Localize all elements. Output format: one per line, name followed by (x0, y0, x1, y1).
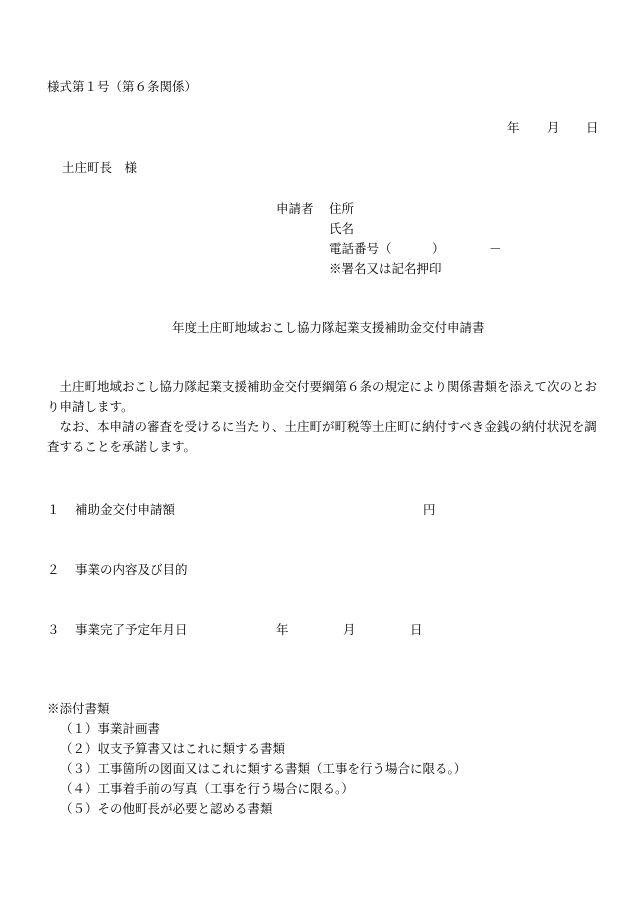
item-3-year: 年 (276, 622, 289, 637)
date-year: 年 (507, 120, 520, 135)
attachment-item-3: （３）工事箇所の図面又はこれに類する書類（工事を行う場合に限る。） (60, 761, 467, 776)
attachment-item-5: （５）その他町長が必要と認める書類 (60, 801, 273, 816)
item-2-number: ２ (47, 562, 60, 577)
attachment-item-2: （２）収支予算書又はこれに類する書類 (60, 741, 286, 756)
item-2-label: 事業の内容及び目的 (75, 562, 188, 577)
item-3-number: ３ (47, 622, 60, 637)
applicant-phone-dash: － (489, 241, 502, 256)
attachment-item-4: （４）工事着手前の写真（工事を行う場合に限る。） (60, 781, 354, 796)
signature-note: ※署名又は記名押印 (329, 261, 442, 276)
applicant-label: 申請者 (276, 201, 314, 216)
item-1-unit: 円 (423, 502, 436, 517)
item-1-label: 補助金交付申請額 (75, 502, 176, 517)
applicant-name: 氏名 (329, 221, 355, 236)
date-day: 日 (586, 120, 599, 135)
body-paragraph-1: 土庄町地域おこし協力隊起業支援補助金交付要綱第６条の規定により関係書類を添えて次のとおり申請します。 (47, 379, 598, 414)
attachments-heading: ※添付書類 (47, 701, 110, 716)
form-number: 様式第１号（第６条関係） (47, 79, 198, 94)
applicant-address: 住所 (329, 201, 355, 216)
applicant-phone-label: 電話番号（ (329, 241, 392, 256)
addressee: 土庄町長 様 (62, 160, 138, 175)
document-title: 年度土庄町地域おこし協力隊起業支援補助金交付申請書 (172, 320, 485, 335)
item-1-number: １ (47, 502, 60, 517)
item-3-month: 月 (343, 622, 356, 637)
applicant-phone-close: ） (432, 241, 445, 256)
body-paragraph-2: なお、本申請の審査を受けるに当たり、土庄町が町税等土庄町に納付すべき金銭の納付状況を調査することを承諾します。 (47, 419, 597, 454)
attachment-item-1: （１）事業計画書 (60, 721, 161, 736)
item-3-day: 日 (410, 622, 423, 637)
item-3-label: 事業完了予定年月日 (75, 622, 188, 637)
date-month: 月 (547, 120, 560, 135)
